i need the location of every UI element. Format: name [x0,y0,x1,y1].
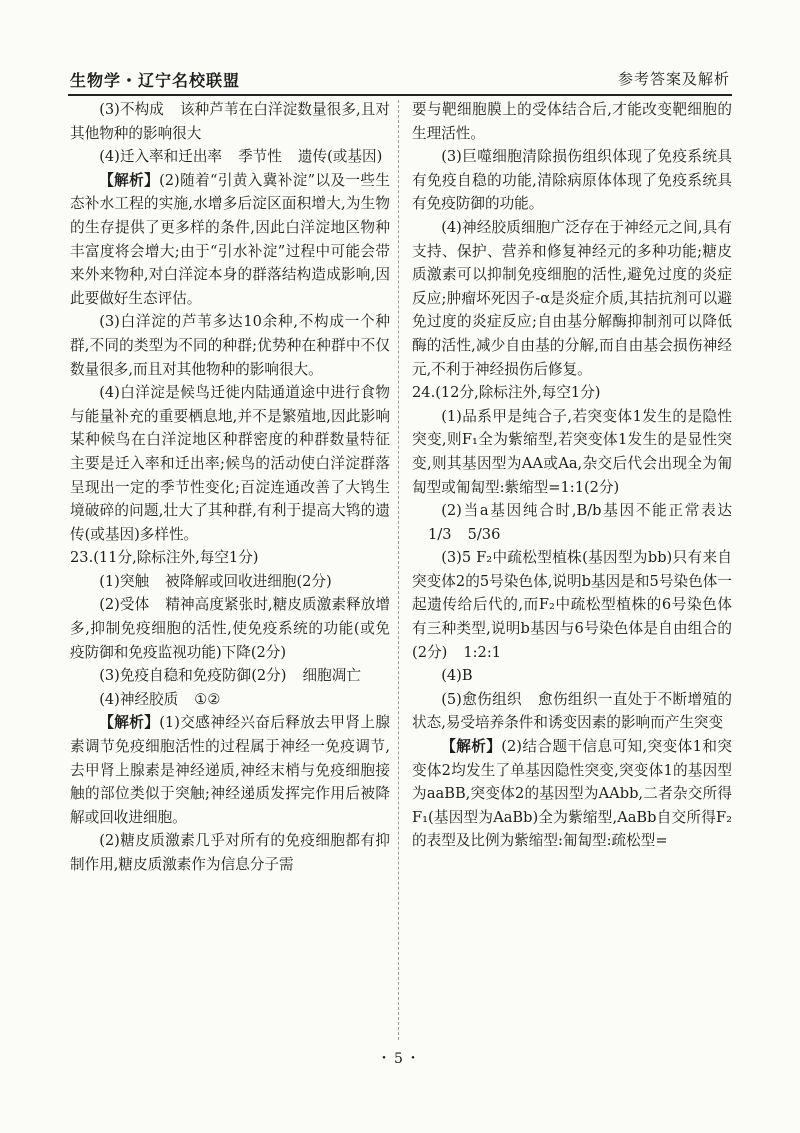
answer-23-3-b: 细胞凋亡 [302,667,361,685]
right-column [412,98,732,853]
answer-24-3 [412,546,732,664]
answer-24-1: (1)品系甲是纯合子,若突变体1发生的是隐性突变,则F₁全为紫缩型,若突变体1发生的是显性突变,则其基因型为AA或Aa,杂交后代会出现全为匍匐型或匍匐型:紫缩型=1:1(2分) [412,407,732,496]
analysis-22-p2: (3)白洋淀的芦苇多达10余种,不构成一个种群,不同的类型为不同的种群;优势种在种群中不仅数量很多,而且对其他物种的影响很大。 [70,313,390,378]
analysis-22-p3: (4)白洋淀是候鸟迁徙内陆通道途中进行食物与能量补充的重要栖息地,并不是繁殖地,因此影响某种候鸟在白洋淀地区种群密度的种群数量特征主要是迁入率和迁出率;候鸟的活动使白洋淀群落呈现出一定的季节性变化;百淀连通改善了大鸨生境破碎的问题,壮大了其种群,有利于提高大鸨的遗传(或基因)多样性。 [70,384,390,543]
analysis-23-text: (1)交感神经兴奋后释放去甲肾上腺素调节免疫细胞活性的过程属于神经一免疫调节,去甲肾上腺素是神经递质,神经末梢与免疫细胞接触的部位类似于突触;神经递质发挥完作用后被降解或回收进细胞。 [70,714,390,826]
answer-24-2 [412,499,732,546]
column-divider [398,100,399,1040]
answer-22-4-c: 遗传(或基因) [297,148,383,166]
answer-24-5-a: (5)愈伤组织 [441,690,522,708]
analysis-23-p3: (3)巨噬细胞清除损伤组织体现了免疫系统具有免疫自稳的功能,清除病原体体现了免疫系统具有免疫防御的功能。 [412,148,732,213]
header-subject: 生物学・辽宁名校联盟 [70,71,241,90]
answer-23-4 [70,688,390,712]
answer-23-2-b: 精神高度紧张时,糖皮质激素释放增多,抑制免疫细胞的活性,使免疫系统的功能(或免疫防御和免疫监视功能)下降(2分) [70,596,390,661]
answer-23-1-b: 被降解或回收进细胞(2分) [165,572,332,590]
answer-24-2-b: 1/3 [428,525,452,543]
answer-23-2-a: (2)受体 [99,596,150,614]
answer-24-4: (4)B [441,667,473,685]
answer-22-4-b: 季节性 [238,148,282,166]
answer-24-3-a: (3)5 F₂中疏松型植株(基因型为bb)只有来自突变体2的5号染色体,说明b基因是和5号染色体一起遗传给后代的,而F₂中疏松型植株的6号染色体有三种类型,说明b基因与6号染色体是自由组合的(2分) [412,549,732,661]
answer-23-2 [70,593,390,664]
answer-24-5 [412,688,732,735]
answer-24-2-a: (2)当a基因纯合时,B/b基因不能正常表达 [441,502,732,520]
analysis-24-text: (2)结合题干信息可知,突变体1和突变体2均发生了单基因隐性突变,突变体1的基因型为aaBB,突变体2的基因型为AAbb,二者杂交所得F₁(基因型为AaBb)全为紫缩型,AaBb自交所得F₂的表型及比例为紫缩型:匍匐型:疏松型= [412,738,732,850]
page-header [68,66,732,96]
analysis-22-p1 [70,169,390,311]
answer-22-4-a: (4)迁入率和迁出率 [99,148,223,166]
analysis-tag: 【解析】 [99,171,160,189]
left-column [70,98,390,877]
analysis-24-p1 [412,735,732,853]
page-number: ・5・ [377,1051,423,1067]
analysis-23-p4: (4)神经胶质细胞广泛存在于神经元之间,具有支持、保护、营养和修复神经元的多种功能;糖皮质激素可以抑制免疫细胞的活性,避免过度的炎症反应;肿瘤坏死因子-α是炎症介质,其拮抗剂可以避免过度的炎症反应;自由基分解酶抑制剂可以降低酶的活性,减少自由基的分解,而自由基会损伤神经元,不利于神经损伤后修复。 [412,218,732,378]
answer-23-3-a: (3)免疫自稳和免疫防御(2分) [99,667,287,685]
answer-22-3-a: (3)不构成 [99,101,164,118]
analysis-23-continued: 要与靶细胞膜上的受体结合后,才能改变靶细胞的生理活性。 [412,101,732,142]
answer-23-3 [70,664,390,688]
answer-23-4-a: (4)神经胶质 [99,690,179,708]
question-24-heading: 24.(12分,除标注外,每空1分) [412,384,601,402]
question-23-heading: 23.(11分,除标注外,每空1分) [70,549,259,567]
header-section: 参考答案及解析 [617,70,730,88]
analysis-tag: 【解析】 [99,714,160,732]
analysis-22-text: (2)随着“引黄入冀补淀”以及一些生态补水工程的实施,水增多后淀区面积增大,为生物的生存提供了更多样的条件,因此白洋淀地区物种丰富度将会增大;由于“引水补淀”过程中可能会带来外来物种,对白洋淀本身的群落结构造成影响,因此要做好生态评估。 [70,171,390,307]
analysis-23-p2: (2)糖皮质激素几乎对所有的免疫细胞都有抑制作用,糖皮质激素作为信息分子需 [70,832,390,873]
answer-24-2-c: 5/36 [467,525,501,543]
answer-23-4-b: ①② [194,690,221,708]
answer-24-5-b: 愈伤组织一直处于不断增殖的状态,易受培养条件和诱变因素的影响而产生突变 [412,690,732,732]
answer-23-1-a: (1)突触 [99,572,150,590]
analysis-tag: 【解析】 [441,738,502,756]
answer-22-4 [70,145,390,169]
answer-24-3-b: 1:2:1 [463,643,502,661]
answer-22-3 [70,98,390,145]
analysis-23-p1 [70,711,390,829]
answer-23-1 [70,570,390,594]
answer-22-3-b: 该种芦苇在白洋淀数量很多,且对其他物种的影响很大 [70,101,390,142]
